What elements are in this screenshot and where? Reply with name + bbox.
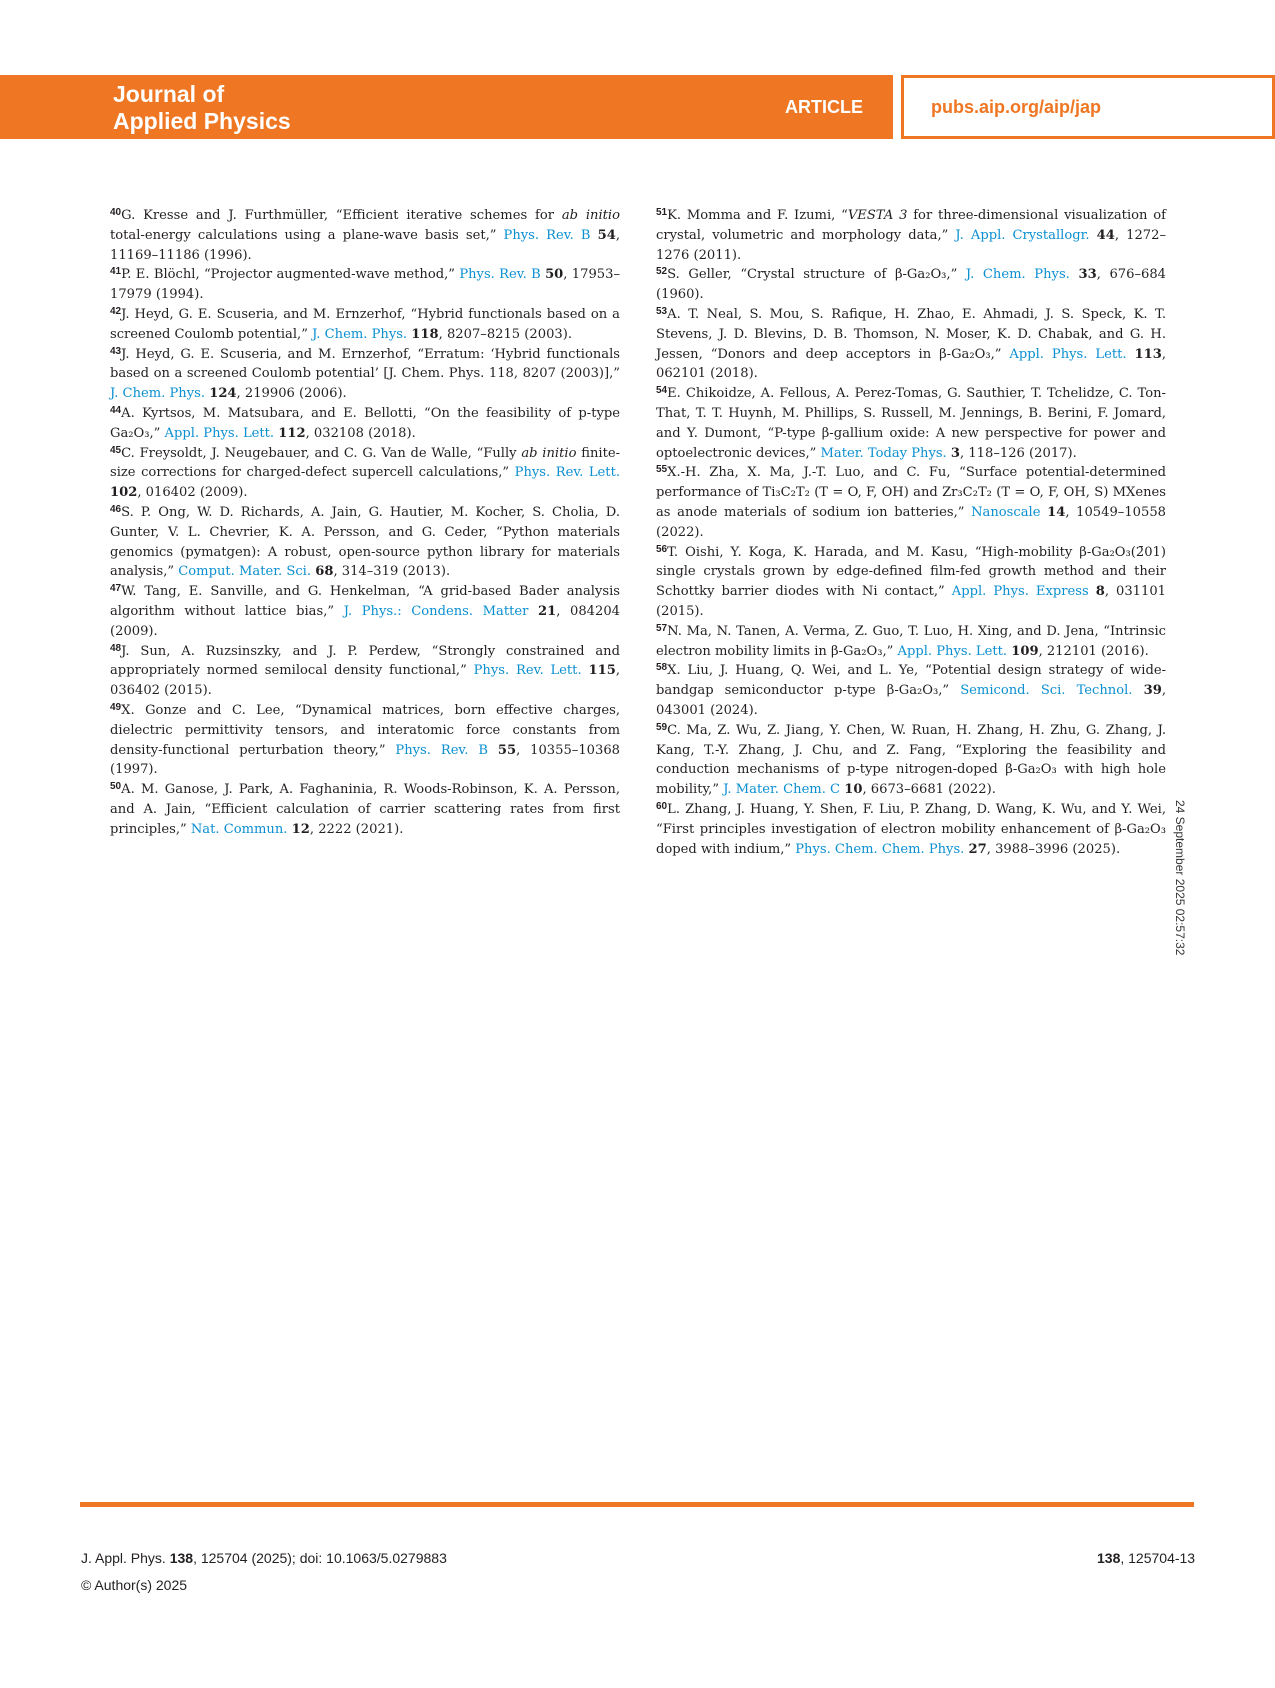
- reference-authors-title: J. Heyd, G. E. Scuseria, and M. Ernzerhof, “Erratum: ‘Hybrid functionals based on a screened Coulomb potential’ [J. Chem. Phys. 118, 8207 (2003)],”: [110, 346, 620, 382]
- reference-title-cont: for three-dimensional visualization of crystal, volumetric and morphology data,”: [656, 208, 1166, 243]
- reference-volume: 102: [110, 485, 138, 501]
- reference-50: [110, 780, 620, 839]
- reference-authors-title: K. Momma and F. Izumi, “: [667, 208, 848, 223]
- reference-volume: 27: [968, 841, 987, 857]
- reference-number: 50: [110, 781, 122, 793]
- reference-52: [656, 265, 1166, 305]
- reference-40: [110, 206, 620, 265]
- reference-journal-link[interactable]: Mater. Today Phys.: [820, 445, 947, 461]
- citation-volume: 138: [169, 1550, 194, 1566]
- reference-journal-link[interactable]: Phys. Rev. B: [459, 267, 541, 283]
- reference-49: [110, 701, 620, 780]
- reference-authors-title: J. Heyd, G. E. Scuseria, and M. Ernzerhof, “Hybrid functionals based on a screened Coulomb potential,”: [110, 306, 620, 342]
- reference-number: 58: [656, 662, 668, 674]
- reference-55: [656, 463, 1166, 542]
- reference-journal-link[interactable]: Phys. Rev. Lett.: [514, 465, 620, 481]
- reference-journal-link[interactable]: Appl. Phys. Lett.: [897, 643, 1008, 659]
- page-number-text: , 125704-13: [1120, 1550, 1196, 1566]
- reference-pages-year: , 219906 (2006).: [236, 386, 347, 402]
- reference-volume: 68: [315, 564, 334, 580]
- reference-number: 60: [656, 800, 668, 812]
- reference-volume: 3: [950, 445, 961, 461]
- reference-volume: 113: [1134, 346, 1162, 362]
- reference-title-cont: finite-size corrections for charged-defect supercell calculations,”: [110, 445, 621, 481]
- reference-54: [656, 384, 1166, 463]
- reference-number: 59: [656, 721, 668, 733]
- reference-journal-link[interactable]: Phys. Rev. Lett.: [473, 663, 582, 679]
- reference-authors-title: T. Oishi, Y. Koga, K. Harada, and M. Kasu, “High-mobility β-Ga₂O₃(2̄01) single crystals grown by edge-defined film-fed growth method and their Schottky barrier diodes with Ni contact,”: [656, 544, 1166, 600]
- reference-number: 44: [110, 404, 122, 416]
- reference-number: 48: [110, 642, 122, 654]
- copyright: © Author(s) 2025: [81, 1577, 188, 1593]
- journal-title-line1: Journal of: [113, 81, 225, 107]
- journal-title[interactable]: [113, 81, 291, 135]
- reference-pages-year: , 17953–17979 (1994).: [110, 267, 620, 303]
- reference-authors-title: A. Kyrtsos, M. Matsubara, and E. Bellotti, “On the feasibility of p-type Ga₂O₃,”: [110, 405, 620, 441]
- reference-journal-link[interactable]: Appl. Phys. Lett.: [164, 425, 275, 441]
- reference-italic-term: ab initio: [521, 445, 577, 461]
- reference-number: 51: [656, 207, 668, 218]
- reference-number: 43: [110, 345, 122, 357]
- reference-authors-title: N. Ma, N. Tanen, A. Verma, Z. Guo, T. Luo, H. Xing, and D. Jena, “Intrinsic electron mobility limits in β-Ga₂O₃,”: [656, 623, 1166, 659]
- reference-pages-year: , 11169–11186 (1996).: [110, 227, 620, 263]
- reference-volume: 10: [844, 782, 863, 798]
- reference-authors-title: W. Tang, E. Sanville, and G. Henkelman, “A grid-based Bader analysis algorithm without lattice bias,”: [110, 584, 620, 619]
- reference-number: 56: [656, 543, 668, 555]
- reference-number: 52: [656, 266, 668, 278]
- reference-authors-title: A. M. Ganose, J. Park, A. Faghaninia, R. Woods-Robinson, K. A. Persson, and A. Jain, “Efficient calculation of carrier scattering rates from first principles,”: [110, 782, 620, 837]
- reference-number: 53: [656, 305, 668, 317]
- reference-number: 46: [110, 503, 122, 515]
- reference-volume: 118: [411, 326, 439, 342]
- references-column-right: [656, 206, 1166, 859]
- reference-53: [656, 305, 1166, 384]
- reference-pages-year: , 2222 (2021).: [309, 821, 404, 837]
- reference-authors-title: X. Liu, J. Huang, Q. Wei, and L. Ye, “Potential design strategy of wide-bandgap semiconductor p-type β-Ga₂O₃,”: [656, 663, 1166, 699]
- reference-authors-title: P. E. Blöchl, “Projector augmented-wave method,”: [121, 267, 460, 283]
- reference-volume: 109: [1011, 643, 1039, 659]
- reference-journal-link[interactable]: J. Chem. Phys.: [312, 326, 408, 342]
- journal-title-line2: Applied Physics: [113, 108, 291, 134]
- footer-citation: [81, 1545, 447, 1572]
- reference-journal-link[interactable]: Semicond. Sci. Technol.: [960, 683, 1133, 699]
- reference-journal-link[interactable]: J. Appl. Crystallogr.: [955, 227, 1090, 243]
- reference-volume: 44: [1096, 227, 1115, 243]
- footer-rule: [80, 1502, 1194, 1507]
- reference-journal-link[interactable]: Phys. Rev. B: [395, 742, 488, 758]
- reference-volume: 33: [1078, 267, 1097, 283]
- reference-volume: 55: [497, 742, 517, 758]
- reference-authors-title: L. Zhang, J. Huang, Y. Shen, F. Liu, P. Zhang, D. Wang, K. Wu, and Y. Wei, “First principles investigation of electron mobility enhancement of β-Ga₂O₃ doped with indium,”: [656, 801, 1166, 857]
- download-timestamp: 24 September 2025 02:57:32: [1173, 800, 1187, 956]
- reference-journal-link[interactable]: Nanoscale: [971, 504, 1041, 520]
- reference-volume: 50: [545, 267, 564, 283]
- page-volume: 138: [1097, 1550, 1121, 1566]
- reference-volume: 8: [1095, 584, 1105, 600]
- reference-47: [110, 582, 620, 641]
- reference-authors-title: A. T. Neal, S. Mou, S. Rafique, H. Zhao, E. Ahmadi, J. S. Speck, K. T. Stevens, J. D. Blevins, D. B. Thomson, N. Moser, K. D. Chabak, and G. H. Jessen, “Donors and deep acceptors in β-Ga₂O₃,”: [656, 306, 1166, 362]
- reference-number: 57: [656, 622, 668, 634]
- reference-title-cont: total-energy calculations using a plane-wave basis set,”: [110, 227, 504, 243]
- reference-number: 41: [110, 266, 122, 278]
- reference-pages-year: , 118–126 (2017).: [960, 445, 1077, 461]
- reference-italic-term: ab initio: [561, 208, 620, 223]
- reference-authors-title: G. Kresse and J. Furthmüller, “Efficient iterative schemes for: [121, 208, 562, 223]
- reference-pages-year: , 10549–10558 (2022).: [656, 504, 1166, 540]
- reference-42: [110, 305, 620, 345]
- page-number: [1097, 1545, 1195, 1572]
- reference-number: 55: [656, 464, 668, 476]
- reference-authors-title: S. Geller, “Crystal structure of β-Ga₂O₃,”: [667, 267, 966, 283]
- reference-volume: 115: [588, 663, 616, 679]
- reference-volume: 14: [1047, 504, 1066, 520]
- reference-authors-title: J. Sun, A. Ruzsinszky, and J. P. Perdew, “Strongly constrained and appropriately normed semilocal density functional,”: [110, 643, 620, 679]
- reference-authors-title: S. P. Ong, W. D. Richards, A. Jain, G. Hautier, M. Kocher, S. Cholia, D. Gunter, V. L. Chevrier, K. A. Persson, and G. Ceder, “Python materials genomics (pymatgen): A robust, open-source python library for materials analysis,”: [110, 504, 620, 580]
- reference-60: [656, 800, 1166, 859]
- reference-45: [110, 444, 620, 503]
- reference-journal-link[interactable]: Comput. Mater. Sci.: [178, 564, 312, 580]
- reference-journal-link[interactable]: J. Chem. Phys.: [965, 267, 1070, 283]
- reference-41: [110, 265, 620, 305]
- reference-59: [656, 721, 1166, 800]
- reference-44: [110, 404, 620, 444]
- reference-pages-year: , 1272–1276 (2011).: [656, 227, 1167, 263]
- reference-number: 47: [110, 583, 122, 595]
- reference-56: [656, 543, 1166, 622]
- reference-pages-year: , 8207–8215 (2003).: [438, 326, 573, 342]
- reference-43: [110, 345, 620, 404]
- reference-journal-link[interactable]: J. Phys.: Condens. Matter: [343, 603, 529, 619]
- reference-number: 54: [656, 385, 668, 397]
- reference-authors-title: X. Gonze and C. Lee, “Dynamical matrices, born effective charges, dielectric permittivity tensors, and interatomic force constants from density-functional perturbation theory,”: [110, 702, 620, 758]
- reference-italic-term: VESTA 3: [847, 208, 908, 223]
- reference-number: 45: [110, 444, 122, 456]
- reference-volume: 21: [538, 603, 557, 619]
- reference-pages-year: , 3988–3996 (2025).: [986, 841, 1121, 857]
- reference-journal-link[interactable]: Nat. Commun.: [190, 821, 288, 837]
- reference-pages-year: , 031101 (2015).: [656, 584, 1167, 619]
- reference-journal-link[interactable]: J. Chem. Phys.: [110, 386, 206, 402]
- reference-pages-year: , 10355–10368 (1997).: [110, 742, 620, 778]
- reference-volume: 12: [291, 821, 310, 837]
- reference-volume: 112: [278, 425, 306, 441]
- reference-number: 40: [110, 207, 122, 218]
- reference-journal-link[interactable]: Phys. Chem. Chem. Phys.: [795, 841, 965, 857]
- reference-number: 49: [110, 701, 122, 713]
- reference-volume: 39: [1143, 683, 1162, 699]
- reference-authors-title: C. Freysoldt, J. Neugebauer, and C. G. Van de Walle, “Fully: [121, 445, 522, 461]
- reference-volume: 124: [209, 386, 237, 402]
- reference-journal-link[interactable]: Appl. Phys. Lett.: [1009, 346, 1127, 362]
- reference-journal-link[interactable]: J. Mater. Chem. C: [723, 782, 841, 798]
- reference-pages-year: , 6673–6681 (2022).: [862, 782, 996, 798]
- citation-journal: J. Appl. Phys.: [81, 1550, 166, 1566]
- reference-authors-title: C. Ma, Z. Wu, Z. Jiang, Y. Chen, W. Ruan, H. Zhang, H. Zhu, G. Zhang, J. Kang, T.-Y. Zhang, J. Chu, and Z. Fang, “Exploring the feasibility and conduction mechanisms of p-type nitrogen-doped β-Ga₂O₃ with high hole mobility,”: [656, 722, 1166, 798]
- reference-pages-year: , 032108 (2018).: [305, 425, 416, 441]
- reference-number: 42: [110, 305, 122, 317]
- reference-volume: 54: [597, 227, 616, 243]
- citation-details: , 125704 (2025); doi: 10.1063/5.0279883: [193, 1550, 447, 1566]
- reference-57: [656, 622, 1166, 662]
- reference-pages-year: , 062101 (2018).: [656, 346, 1166, 382]
- reference-pages-year: , 036402 (2015).: [110, 663, 620, 699]
- journal-url-link[interactable]: pubs.aip.org/aip/jap: [931, 97, 1102, 117]
- article-type-label: ARTICLE: [785, 97, 863, 117]
- references-column-left: [110, 206, 620, 840]
- reference-pages-year: , 043001 (2024).: [656, 683, 1166, 718]
- reference-journal-link[interactable]: Appl. Phys. Express: [951, 584, 1089, 600]
- reference-pages-year: , 016402 (2009).: [137, 485, 248, 501]
- reference-48: [110, 642, 620, 701]
- reference-authors-title: X.-H. Zha, X. Ma, J.-T. Luo, and C. Fu, “Surface potential-determined performance of Ti₃C₂T₂ (T = O, F, OH) and Zr₃C₂T₂ (T = O, F, OH, S) MXenes as anode materials of sodium ion batteries,”: [656, 465, 1166, 520]
- reference-46: [110, 503, 620, 582]
- reference-authors-title: E. Chikoidze, A. Fellous, A. Perez-Tomas, G. Sauthier, T. Tchelidze, C. Ton-That, T. T. Huynh, M. Phillips, S. Russell, M. Jennings, B. Berini, F. Jomard, and Y. Dumont, “P-type β-gallium oxide: A new perspective for power and optoelectronic devices,”: [656, 386, 1166, 461]
- reference-journal-link[interactable]: Phys. Rev. B: [503, 227, 591, 243]
- reference-pages-year: , 212101 (2016).: [1038, 643, 1149, 659]
- reference-pages-year: , 084204 (2009).: [110, 603, 621, 639]
- reference-51: [656, 206, 1166, 265]
- reference-pages-year: , 676–684 (1960).: [656, 267, 1166, 303]
- footer-citation-block: [81, 1545, 447, 1599]
- reference-58: [656, 661, 1166, 720]
- reference-pages-year: , 314–319 (2013).: [333, 564, 451, 580]
